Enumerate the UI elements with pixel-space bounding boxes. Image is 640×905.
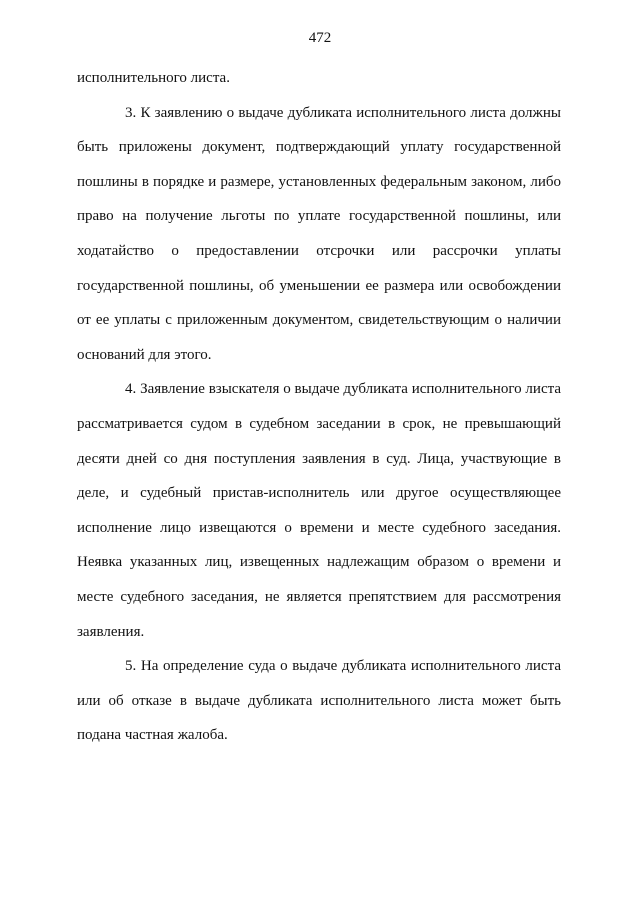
text-line: Неявка указанных лиц, извещенных надлежащим образом о времени и <box>77 554 561 571</box>
paragraph-continuation <box>77 61 561 96</box>
text-line: 4. Заявление взыскателя о выдаче дубликата исполнительного листа <box>125 381 561 398</box>
text-line: исполнение лицо извещаются о времени и месте судебного заседания. <box>77 519 561 536</box>
text-line: или об отказе в выдаче дубликата исполнительного листа может быть <box>77 692 561 709</box>
page-number: 472 <box>308 30 332 46</box>
text-line: быть приложены документ, подтверждающий уплату государственной <box>77 139 561 156</box>
text-line: десяти дней со дня поступления заявления в суд. Лица, участвующие в <box>77 450 561 467</box>
document-body <box>77 61 561 753</box>
text-line: рассматривается судом в судебном заседании в срок, не превышающий <box>77 415 561 432</box>
paragraph-item-4 <box>77 372 561 649</box>
text-line: государственной пошлины, об уменьшении ее размера или освобождении <box>77 277 561 294</box>
text-line: подана частная жалоба. <box>77 727 228 744</box>
paragraph-item-3 <box>77 96 561 373</box>
text-line: заявления. <box>77 623 145 640</box>
text-line: право на получение льготы по уплате государственной пошлины, или <box>77 208 561 225</box>
text-line: оснований для этого. <box>77 346 212 363</box>
text-line: месте судебного заседания, не является препятствием для рассмотрения <box>77 588 561 605</box>
text-line: 5. На определение суда о выдаче дубликата исполнительного листа <box>125 658 561 675</box>
paragraph-item-5 <box>77 649 561 753</box>
text-line: деле, и судебный пристав-исполнитель или другое осуществляющее <box>77 485 561 502</box>
text-line: ходатайство о предоставлении отсрочки или рассрочки уплаты <box>77 242 561 259</box>
text-line: пошлины в порядке и размере, установленных федеральным законом, либо <box>77 173 561 190</box>
text-line: 3. К заявлению о выдаче дубликата исполнительного листа должны <box>125 104 561 121</box>
text-line: исполнительного листа. <box>77 70 230 86</box>
text-line: от ее уплаты с приложенным документом, свидетельствующим о наличии <box>77 312 561 329</box>
